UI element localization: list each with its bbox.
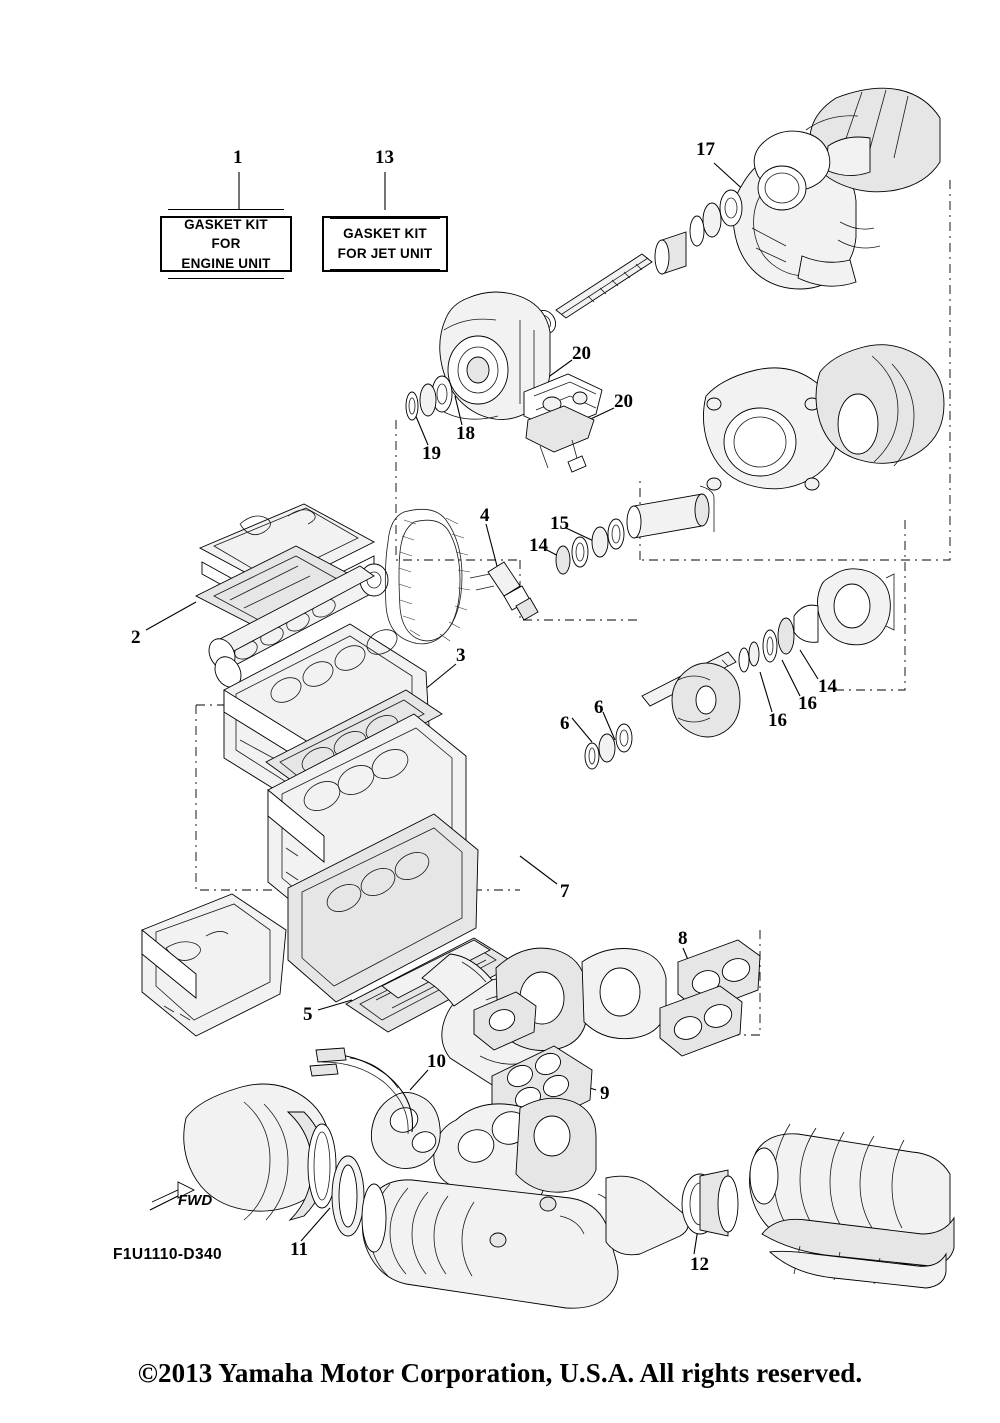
callout-14-right: 14 (818, 676, 837, 697)
kit-box-jet-unit-line1: GASKET KIT (343, 226, 427, 242)
callout-5: 5 (303, 1004, 313, 1025)
callout-4: 4 (480, 505, 490, 526)
fwd-direction-label: FWD (178, 1192, 213, 1209)
kit-box-engine-unit-line2: ENGINE UNIT (181, 255, 271, 271)
callout-9: 9 (600, 1083, 610, 1104)
callout-12: 12 (690, 1254, 709, 1275)
copyright-notice: ©2013 Yamaha Motor Corporation, U.S.A. All rights reserved. (137, 1358, 863, 1388)
callout-15: 15 (550, 513, 569, 534)
callout-16-a: 16 (798, 693, 817, 714)
callout-11: 11 (290, 1239, 308, 1260)
kit-box-engine-unit (160, 216, 292, 272)
callout-6-b: 6 (594, 697, 604, 718)
callout-20-lower: 20 (614, 391, 633, 412)
callout-3: 3 (456, 645, 466, 666)
kit-box-jet-unit (322, 216, 448, 272)
callout-16-b: 16 (768, 710, 787, 731)
callout-14-left: 14 (529, 535, 548, 556)
callout-17: 17 (696, 139, 715, 160)
callout-10: 10 (427, 1051, 446, 1072)
part-code-label: F1U1110-D340 (113, 1246, 223, 1263)
kit-box-engine-unit-line1: GASKET KIT FOR (184, 216, 268, 252)
callout-1: 1 (233, 147, 243, 168)
callout-7: 7 (560, 881, 570, 902)
callout-2: 2 (131, 627, 141, 648)
callout-18: 18 (456, 423, 475, 444)
callout-19: 19 (422, 443, 441, 464)
callout-13: 13 (375, 147, 394, 168)
callout-6-a: 6 (560, 713, 570, 734)
callout-20-upper: 20 (572, 343, 591, 364)
kit-box-jet-unit-line2: FOR JET UNIT (337, 246, 433, 261)
callout-8: 8 (678, 928, 688, 949)
